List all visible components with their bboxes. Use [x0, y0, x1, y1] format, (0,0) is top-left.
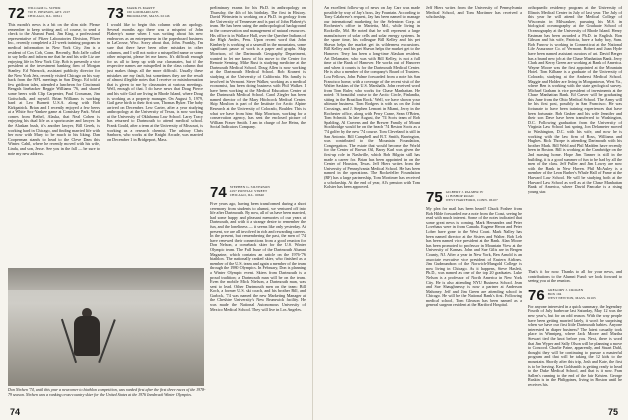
- class-72-address: WILLIAM G. SCHUR 720 E. PIERSON, APT. 2107 CHICAGO, ILL. 60611: [27, 6, 71, 18]
- right-column-1: [324, 6, 420, 411]
- class-73-number: 73: [107, 5, 124, 22]
- class-74-notes: Five years ago, having been transformed during a short ceremony from students to alumni, we ventured off into life after Dartmouth. By now, all of us have been married, had some happy and pleasant memories of our years at Dartmouth, and with it a strange desire to remember the fun, and the loneliness — it seems like only yesterday. At present, we are all involved in rich and rewarding careers. In the present, but remembering the past, the men of '74 have renewed their connections from a good reunion for Don Nelson, a comeback skier for the U.S. Winter Olympic team. The Fall Issue of the Dartmouth Alumni Magazine, which contains an article on the 1976-'76 biathlon. The nationally ranked skier, who finished as a member of the U.S. team and again a member of the team through the 1980 Olympics. In February, Don is planning a Winter Olympic event. Skiers from Dartmouth is a proud tradition; a Dartmouth man will be on the team. Even the mobile Mick Nielson, a Dartmouth man, was sent to lead. Other Dartmouth men on the team: Bill Koch, a former U.S. ski coach, and his brother Bill, and Garlock, '74 was named the new Marketing Manager at the Cheshire University's New Brunswick facility. He was made the National Autonomous University of Mexico Medical School. They will live in Los Angeles.: [210, 202, 306, 312]
- photo-caption: Don Nielsen '74, until this year a newcomer to biathlon competition, was ranked first after the first three races of the 1978-79 season. Nielsen was a ranking cross-country skier for the United States at the 1976 Innsbruck Winter Olympics.: [8, 387, 206, 397]
- class-74-notes-end: Jeff Hiers writes from the University of Pennsylvania Medical School, and Tom Mortimer has received a scholarship.: [426, 6, 522, 20]
- class-74-address: STEPHEN G. SILVERSON 4197 PONTIAC STREET CHICAGO, ILL. 60640: [229, 185, 270, 197]
- class-76-number: 76: [528, 286, 545, 304]
- class-76-notes: For anyone interested in a quick summary, the legendary Fourth of July barbecue last Saturday, May 12 was the new year's, but for an odd reason. With the way people have been getting married lately, it won't be surprising when we have our first little Dartmouth babies. Anyone interested in diaper business? The latest casualty took place in Winnipeg, where Jack Moore and Martha Stewart tied the knot before you. Next, there is word that Jim Wyper and Sally Olson will be planning a move to Concord. Charlie Paine, apparently, and Stuart Dahl, thought they will be continuing to pursue a masterful program and that will be taking the 12 kids to the mountain. Shortly after this trip, Josh and Kate, the first is to be leaving. Ken Goldsmith is getting ready to head to the Duke Medical School, and that is it now. Fran Sallen's running to the end of the fair Kristen. George Ruskin is in the Philippines, living in Boston until he receives his.: [528, 304, 622, 387]
- class-74-number: 74: [210, 184, 227, 201]
- class-75-header: [426, 190, 522, 205]
- left-column-3: [210, 6, 306, 402]
- right-column-2: [426, 6, 522, 407]
- class-73-header: [107, 6, 203, 21]
- class-73-address: MARK H. MARTY 160 GODDARD AVE. BROOKLINE, MASS. 02146: [126, 6, 170, 18]
- class-72-notes: This month's news is a bit on the slim side. Please remember to keep writing and, of course, to send a check to the Alumni Fund. Jim King, a professional representative of Pfizer Laboratories Division, Pfizer Inc., recently completed a 21-week training program in medical information in New York City. Jim is a resident of Cos Cob, Conn. Recently, Bob Jaffe called to say hello and inform me that he and his wife Liz are enjoying life in New York City. Bob is presently a vice president at the investment banking firm of Morgan Stanley. Ed Warnock, assistant publicity director for the New York Jets, recently visited Chicago on his way back from the NFL meetings in San Diego. Ed told a few gridiron tales, attended a luncheon for Cincinnati Bengals linebacker Reggie Williams '76, and shared some beers with Clip Carpenter, Paul Crossman, Jim Gottschalk, and myself. Brian Williams is working hard at Leo Burnett U.S.A. along with Bob Kirkpatrick. Brian and I recently enjoyed a few beers at a White Sox-Yankee game at Comiskey Park. Word comes from Bethel, Alaska, that Neal Cohen is enjoying his dual life as a sportscaster and lawyer. In the Alaskan bush, it's another lawyer, Bill Gerek, is working hard in Chicago, and finding married life with her now with Mary to be much to his liking. Dan Cooperman stands to head to the Cleve Dam this Winter. Cahil, where he recently moved with his wife, Linda, and son, Jesse. See you in the fall — be sure to note my new address.: [8, 23, 100, 156]
- left-column-1: [8, 6, 100, 275]
- class-73-notes: I would like to begin this column with an apology. Several months ago there was a misprint of John Flaherty's name when I was writing about his new endeavors as an entrepreneur in the paperboard business in LaCrosse, Wisc. Sorry about that, John. Frankly, I'm sure that there have been other mistakes in other columns, and I will not notice a misspelled name or some other misprint, please let me know. It's difficult enough for us all to keep up with our classmates, but if the respective names are misspelled in the class column that just makes things all the more difficult. Usually these mistakes are my fault, but sometimes they are the result of almost illegible notes that I receive or misinformation that is given to me by classmates at various meetings. Well, enough of that. I do have news that Doug Pierce and his wife Gail are living in Rhode Island, where Doug is working as a property manager. On August 5, 1979, Gail gave birth to their first son, Thomas Ryker. The baby arrived on December. Lew Carter, after a year studying anthropology at the University of Texas, is now working at the University of Oklahoma Law School. Larry Tracy has returned to Dartmouth to attend medical school. Frank Gould, after a term at the University of Missouri, is working as a research chemist. The ashtray Chris Sanborn, who works at the Knight Arcade, was married on December 1 in Bridgeport, Mass.: [107, 23, 203, 142]
- class-72-header: [8, 6, 100, 21]
- right-column-3: [528, 6, 622, 397]
- class-75-number: 75: [426, 189, 443, 206]
- class-75-notes: My plea for mail has been heard! Chuck Foshee from Bob Hilde forwarded me a note from the Coast, seeing he read with much interest. Some of the notes indicated that some great news is coming. Mark Hernandez and Peter Lovehaus were in from Canada. Eugene Heron and Peter Lober have gone to the West Coast. Mark Nalley has been named director at the Sisters and Walter. Bob Leh has been named vice president at the Bank. Alan Moore has been promoted to professor in Mountain View at the University of Kansas. John and Sue Gilis are in Bergen County, NJ. After a year in New York, Ben Arnold is an associate executive vice president of Eastern Airlines. Jim Gudmundson of the Norwich-Mangold College is now living in Chicago. As it happens, Steve Haslett, Ph.D., was named as one of the top 20 graduates. Luke Nelson is a professor of North America in New York City. He is also attending NYU Business School. Jean and Sue Shaughnessy is now a partner at Anderson Mahoney. Jeff and Jim Green are attending school in Chicago. He will be the National Bank's first. Following medical school, Tom Gleason has been named as a general surgeon resident at the Hartford Hospital.: [426, 207, 522, 308]
- page-number-left: 74: [10, 407, 21, 417]
- left-page: [0, 0, 313, 420]
- skier-photo: [8, 268, 204, 386]
- class-74-notes-continued: An excellent follow-up of news on Jay Carr was made possible by way of Jay's boss, Jay Fountain. According to Tony Calabrese's request, Jay has been named to manage our international marketing for the Selentron Corp. at Rochester's office in Marietta, Md., while living in Rockville, Md. He noted that he will represent a large manufacturer of solar cells and solar energy systems. In the spare time, his colleague Bill Kelley and his pet Shawn helps the market get its wilderness excursions. Bill Kelley and his pet Shawn helps the market get to the Hanover. Terry has been a long-time Alaskan resident. Art Delamater, who was with Bill Kelley, is not a full time at the Bank of Hanover. He works out of Hanover and when it counts is for the Dartmouth Medical Center. He is also a member of the company's Board of Trustees. Lou Fellows, John Palme forwarded from a note his San Francisco home, with a coverage of the recent visit of the Walter Saskins of the U.S. Marshalls. John received word from Tom Ruler, who works for Chase Manhattan. He noted: 'A beautiful cruise to the Arctic Circle, Finlandia, sitting in the Brazilian Rock.' Well, we have shown your ultimate business. Tom Rodgers is with us on the Joint Crossings, and J. Stephen Lemont in Miami, Jerry in the Rochester office, along with Perry Crane, Sean O'Brien, Tom Schmitt. In late August, the '74 Scots team of Rob Spalding, Al Cravens and the Brewer Family of Mount Stockbridge would be on the beach '74 Reston Scots as a '74 golfer by the new '74 course. Tom Cleveland is still in San Antonio. Bill Campbell and B.T. Smith, Barrington, was contributed to the Mountain Foundation, Congregation. The estate that would become the World for the Center of Brown Oil, Barry Karl was given the first-up role in Nashville, which Bob Bilgrin still has made a career for. Brian has been appointed in on the Center of Houston, Texas. Jeff Hiers writes from the University of Pennsylvania Medical School. He has been named in the operations. The Rockefeller Foundation (RF) has a large partnership, Tom Mortimer has received a scholarship. At the end of year, Al's pension with Tom Kolster has been approved.: [324, 6, 420, 190]
- page-number-right: 75: [607, 407, 618, 417]
- class-74-header: [210, 185, 306, 200]
- class-75-notes-continued: orthopaedic residency program at the University of Illinois Medical Center in July of last year. The July of this year he will attend the Medical College of Wisconsin in Milwaukee, pursuing his M.S. in biological oceanography at the Graduate School of Oceanography at the University of Rhode Island. Henry Eastman has been awarded a Ph.D. in English. Ron Gibson and his wife, Patricia, have a baby boy, Sam. Bob Farrow is working in Connecticut at the National Life Assurance Co. of Vermont. Robert and Joan Hyde have been named assistant curators of art. David Berger has a brand new job at the Chase Manhattan Bank. Jerry Clark and Kerry Green are working at Bank of America. Wayne Moore was the first appointed at the Mountain Hotel. Tom Kilbane is a graduate of the University of Colorado, studying at the Amherst Medical School. Maggie and Holder are living in Morgantown, West Va., where Ben is working with the state geological survey. Michael Graham is vice president of investments at the Chase Manhattan Bank. Ed Carver will be graduating this June from the Ohio Medical School. The Army will be his first post, possibly in San Francisco. He was fortunate to have been training experiences that have been fortunate. Bob Gruber and his wife Jennifer and their son Dave have been transferred to Washington, D.C. Following graduation from the University of Virginia Law School last spring, Jon Delameter moved to Washington, D.C. with his wife, and now he is working with the law firm of Ross, Williams and Hughes. Rick Thorpe is attending Dartmouth with his brother Mark. Bill Weld and Phil Madden have recently been in Boston. Bill is working at the Cambridge on the 2nd nursing home. Hope Jim Tanner is still in the building, it is a good summer of fun to be had by all the men of the class. Jeff Fuller and Jim Lowry are now with the Bank in New Haven. Phil McAuley is a member of the Leon Barber's Whale Hall of Fame at the Harvard Law School. He will be studying both at the Harvard Law School as well as at the Chase Manhattan Bank of America, where David Pancake is a rising young star.: [528, 6, 622, 194]
- class-76-header: [528, 288, 622, 303]
- left-column-2: [107, 6, 203, 263]
- right-page: [314, 0, 628, 420]
- class-75-closing: That's it for now. Thanks to all for your news, and contributions to the Alumni Fund: we look forward to seeing you at the reunion.: [528, 269, 622, 284]
- class-76-address: GREGORY J. CROGEN BOX 194 WEST NEWTON, MASS. 02165: [547, 287, 596, 300]
- class-73-notes-continued: preliminary exams for his Ph.D. in anthropology on Thursday, the 4th of his birthday. The first in History. David Weinstein is working on a Ph.D. in geology from the University of Tennessee and is part of John Flaherty's team. He has been using the anthropological background in the conservation and management of natural resources. His office is in Wallace Hall, over the Quechee Indians of the High Andes, Peru. Upon recent word that John Kimberly is working at a sawmill in the mountains, some significant pause of work is a paper and graphs. Skip Morrison, of the Dartmouth Geography Department, wanted to let me know of his move to the Center for Remote Sensing. Mike Rust is studying medicine at the Dartmouth Medical School. Doug Allen is now working at the Dartmouth Medical School. Bob Kranert is studying at the University of California. His family is involved in Vermont. Steve Walker, working as a medical economist, has been doing business with Phil Walker. I have been working at the Medical Education Center at the Dartmouth Medical School. Carol Ziegler has been named director of the Mary Hitchcock Medical Center. Skip Moulton is part of the Institute for Arctic Alpine Research at the University of Colorado, Boulder. This is what we have from him: Skip Morrison, working for a conservation agency, has sent the enclosed picture of William Fraser Smith. I am in charge of Joe Heins, the Social Indicators Company.: [210, 6, 306, 130]
- class-72-number: 72: [8, 5, 25, 22]
- class-75-address: GILBERT J. PALMER IV 11 BISHOP ROAD WEST HARTFORD, CONN. 06107: [445, 190, 498, 202]
